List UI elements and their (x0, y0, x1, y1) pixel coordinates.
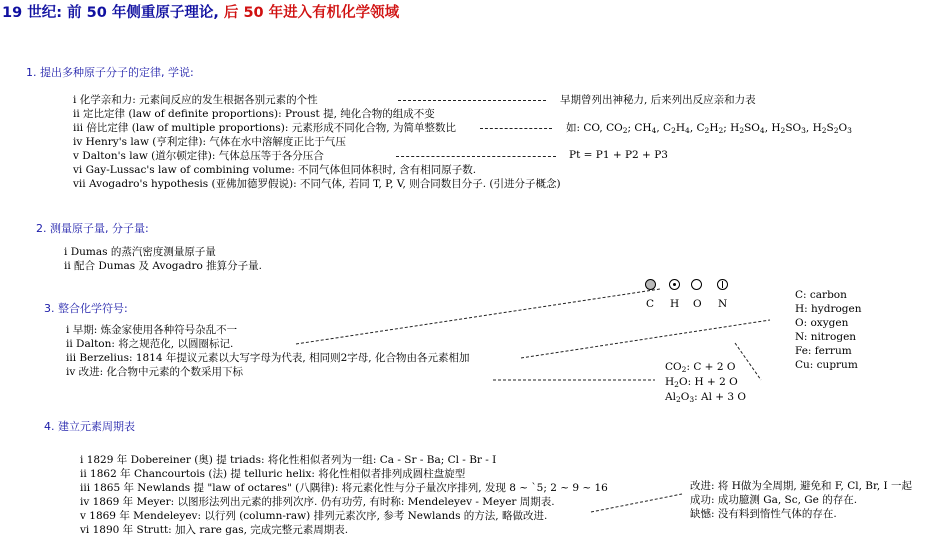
element-legend-item: C: carbon (795, 289, 847, 301)
section-1-item: vii Avogadro's hypothesis (亚佛加德罗假说): 不同气体, 若同 T, P, V, 则合同数目分子. (引进分子概念) (73, 178, 561, 190)
section-1-item: i 化学亲和力: 元素间反应的发生根据各别元素的个性 (73, 94, 318, 106)
periodic-table-note: 改进: 将 H做为全周期, 避免和 F, Cl, Br, I 一起 (690, 480, 913, 492)
section-4-item: iii 1865 年 Newlands 提 "law of octares" (八隅律): 将元素化性与分子量次序排列, 发现 8 ~ `5; 2 ~ 9 ~ 16 (80, 482, 608, 494)
section-4-heading: 4. 建立元素周期表 (44, 420, 135, 433)
note-affinity: 早期曾列出神秘力, 后来列出反应亲和力表 (560, 94, 756, 106)
section-3-heading: 3. 整合化学符号: (44, 302, 128, 315)
section-1-item: iv Henry's law (亨利定律): 气体在水中溶解度正比于气压 (73, 136, 346, 148)
formula-row: $CO_2$: C + 2 O (665, 361, 736, 374)
section-1-heading: 1. 提出多种原子分子的定律, 学说: (26, 66, 194, 79)
element-legend-item: H: hydrogen (795, 303, 862, 315)
element-legend-item: Fe: ferrum (795, 345, 852, 357)
element-legend-item: N: nitrogen (795, 331, 857, 343)
section-4-item: i 1829 年 Dobereiner (奥) 提 triads: 将化性相似者列为一组: Ca - Sr - Ba; Cl - Br - I (80, 454, 497, 466)
symbol-connector-line (735, 343, 761, 380)
mendeleyev-connector-line (591, 494, 682, 512)
periodic-table-note: 缺憾: 没有料到惰性气体的存在. (690, 508, 837, 520)
section-1-item: iii 倍比定律 (law of multiple proportions): 元素形成不同化合物, 为简单整数比 (73, 122, 456, 134)
section-4-item: vi 1890 年 Strutt: 加入 rare gas, 完成完整元素周期表. (80, 524, 349, 536)
section-3-item: iv 改进: 化合物中元素的个数采用下标 (66, 366, 244, 378)
section-2-heading: 2. 测量原子量, 分子量: (36, 222, 149, 235)
section-1-item: ii 定比定律 (law of definite proportions): Proust 提, 纯化合物的组成不变 (73, 108, 435, 120)
section-3-item: ii Dalton: 将之规范化, 以圆圈标记. (66, 338, 234, 350)
formula-row: $H_2O$: H + 2 O (665, 376, 738, 389)
section-1-item: v Dalton's law (道尔顿定律): 气体总压等于各分压合 (73, 150, 324, 162)
note-partial-pressure: Pt = P1 + P2 + P3 (569, 149, 668, 161)
section-2-item: i Dumas 的蒸汽密度测量原子量 (64, 246, 216, 258)
title-part-1: 19 世纪: 前 50 年侧重原子理论, (2, 5, 219, 21)
dalton-letter: O (693, 298, 702, 310)
note-examples: 如: CO, $CO_2$; $CH_4$, $C_2H_4$, $C_2H_2$; $H_2SO_4$, $H_2SO_3$, $H_2S_2O_3$ (566, 122, 852, 135)
formula-row: $Al_2O_3$: Al + 3 O (665, 391, 747, 404)
periodic-table-note: 成功: 成功臆测 Ga, Sc, Ge 的存在. (690, 494, 858, 506)
section-2-item: ii 配合 Dumas 及 Avogadro 推算分子量. (64, 260, 262, 272)
element-legend-item: O: oxygen (795, 317, 849, 329)
section-4-item: v 1869 年 Mendeleyev: 以行列 (column-raw) 排列元素次序, 参考 Newlands 的方法, 略做改进. (80, 510, 548, 522)
dalton-connector-line (296, 289, 660, 344)
title-part-2: 后 50 年进入有机化学领域 (218, 5, 400, 21)
section-4-item: iv 1869 年 Meyer: 以图形法列出元素的排列次序. 仍有功劳, 有时称: Mendeleyev - Meyer 周期表. (80, 496, 555, 508)
dalton-letter: N (718, 298, 728, 310)
element-legend-item: Cu: cuprum (795, 359, 858, 371)
legend-connector-line (521, 320, 770, 358)
section-4-item: ii 1862 年 Chancourtois (法) 提 telluric helix: 将化性相似者排列成圆柱盘旋型 (80, 468, 466, 480)
section-3-item: iii Berzelius: 1814 年提议元素以大写字母为代表, 相同则2字母, 化合物由各元素相加 (66, 352, 470, 364)
section-3-item: i 早期: 炼金家使用各种符号杂乱不一 (66, 324, 238, 336)
dalton-letter: C (646, 298, 655, 310)
section-1-item: vi Gay-Lussac's law of combining volume: 不同气体但同体积时, 含有相同原子数. (73, 164, 477, 176)
dalton-letter: H (670, 298, 680, 310)
